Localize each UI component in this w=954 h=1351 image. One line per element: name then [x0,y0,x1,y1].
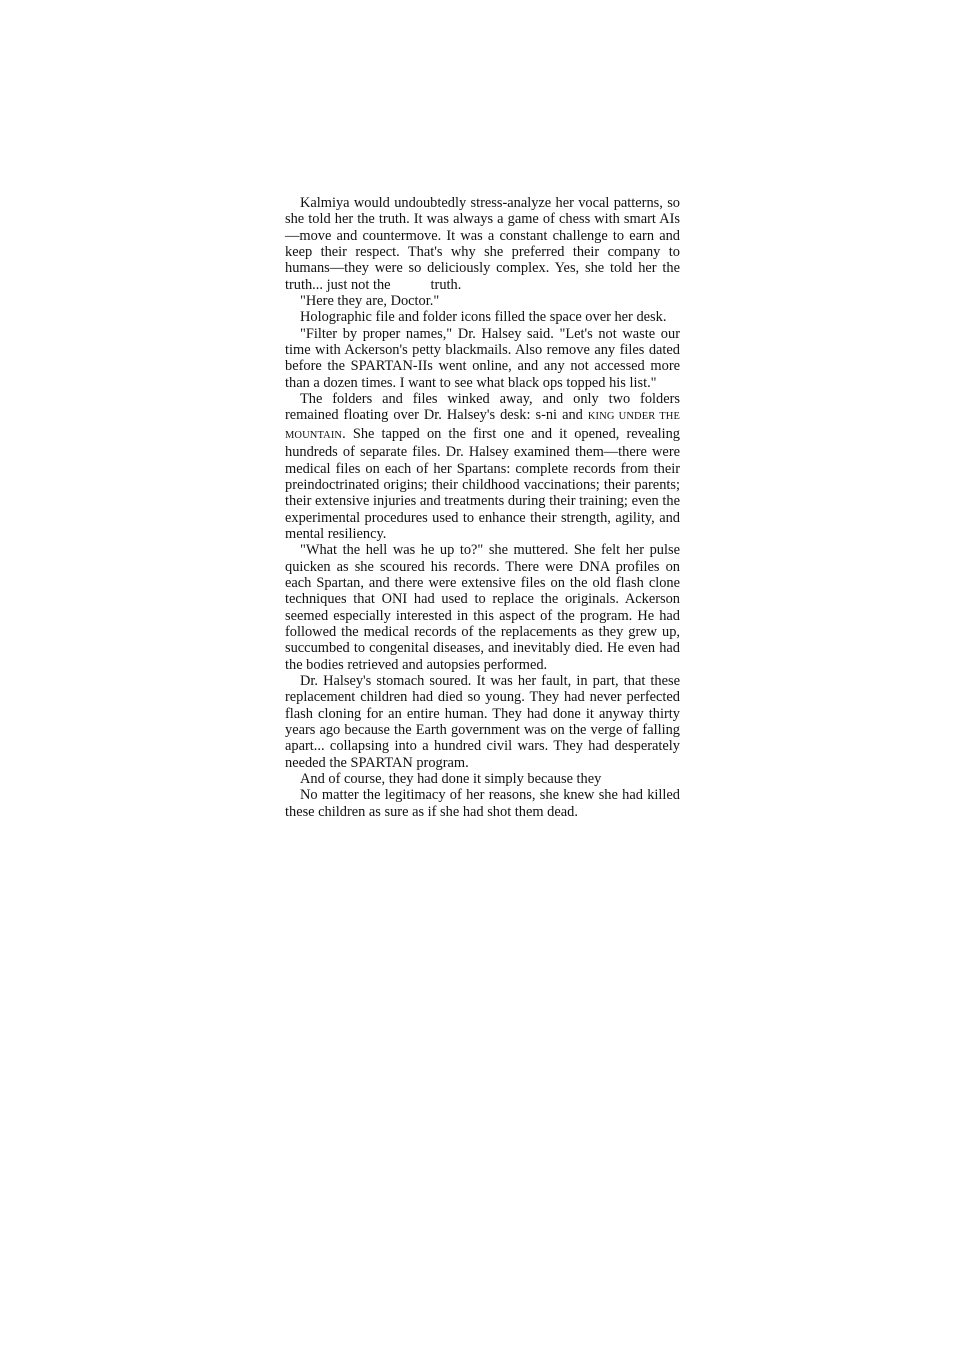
paragraph-text: The folders and files winked away, and only two folders remained floating over Dr. Halsey's desk: s-ni and [285,391,680,424]
paragraph: "What the hell was he up to?" she muttered. She felt her pulse quicken as she scoured his records. There were DNA profiles on each Spartan, and there were extensive files on the old flash clone techniques that ONI had used to replace the originals. Ackerson seemed especially interested in this aspect of the program. He had followed the medical records of the replacements as they grew up, succumbed to congenital diseases, and inevitably died. He even had the bodies retrieved and autopsies performed. [285,542,680,673]
paragraph: "Here they are, Doctor." [300,293,440,310]
paragraph-text: truth. [430,276,462,293]
paragraph: "Filter by proper names," Dr. Halsey said. "Let's not waste our time with Ackerson's petty blackmails. Also remove any files dated before the SPARTAN-IIs went online, and any not accessed more than a dozen times. I want to see what black ops topped his list." [285,325,680,391]
paragraph: Holographic file and folder icons filled the space over her desk. [300,309,667,326]
paragraph [285,391,680,542]
paragraph: And of course, they had done it simply because they [300,771,602,788]
paragraph: Dr. Halsey's stomach soured. It was her fault, in part, that these replacement children had died so young. They had never perfected flash cloning for an entire human. They had done it anyway thirty years ago because the Earth government was on the verge of falling apart... collapsing into a hundred civil wars. They had desperately needed the SPARTAN program. [285,672,680,771]
paragraph-text: Kalmiya would undoubtedly stress-analyze her vocal patterns, so she told her the truth. It was always a game of chess with smart AIs—move and countermove. It was a constant challenge to earn and keep their respect. That's why she preferred their company to humans—they were so deliciously complex. Yes, she told her the truth... just not the [285,195,680,293]
small-caps-title: KING UNDER THE MOUNTAIN [285,411,680,441]
paragraph: No matter the legitimacy of her reasons, she knew she had killed these children as sure as if she had shot them dead. [285,787,680,820]
paragraph [285,195,680,293]
paragraph-text: . She tapped on the first one and it opened, revealing hundreds of separate files. Dr. Halsey examined them—there were medical files on each of her Spartans: complete records from their preindoctrinated origins; their childhood vaccinations; their parents; their extensive injuries and treatments during their training; even the experimental procedures used to enhance their strength, agility, and mental resiliency. [285,425,680,542]
book-page-text [285,195,680,820]
